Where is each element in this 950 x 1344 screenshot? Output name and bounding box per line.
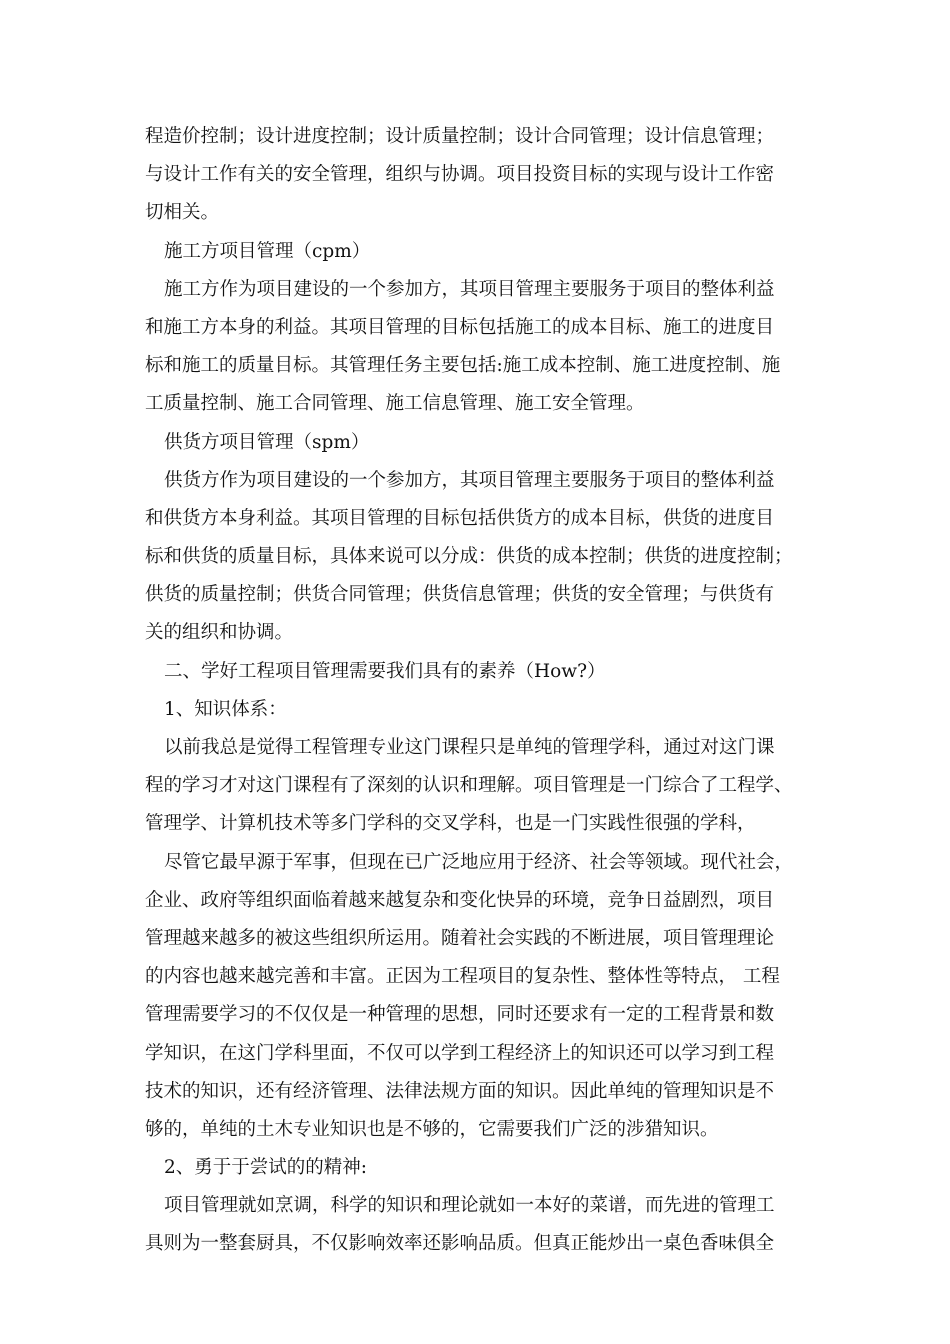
section-heading-spm: 供货方项目管理（spm）: [164, 431, 370, 453]
text-line: 切相关。: [145, 202, 220, 224]
text-line: 和施工方本身的利益。其项目管理的目标包括施工的成本目标、施工的进度目: [145, 316, 775, 338]
section-heading-cpm: 施工方项目管理（cpm）: [164, 240, 371, 262]
text-line: 的内容也越来越完善和丰富。正因为工程项目的复杂性、整体性等特点， 工程: [145, 966, 780, 988]
text-line: 尽管它最早源于军事，但现在已广泛地应用于经济、社会等领域。现代社会，: [164, 851, 794, 873]
subsection-heading-courage: 2、勇于于尝试的的精神:: [164, 1157, 368, 1179]
subsection-heading-knowledge: 1、知识体系：: [164, 698, 287, 720]
text-line: 管理学、计算机技术等多门学科的交叉学科，也是一门实践性很强的学科，: [145, 813, 756, 835]
section-heading-qualities: 二、学好工程项目管理需要我们具有的素养（How?）: [164, 660, 606, 682]
text-line: 和供货方本身利益。其项目管理的目标包括供货方的成本目标，供货的进度目: [145, 507, 775, 529]
text-line: 管理需要学习的不仅仅是一种管理的思想，同时还要求有一定的工程背景和数: [145, 1004, 775, 1026]
text-line: 项目管理就如烹调，科学的知识和理论就如一本好的菜谱，而先进的管理工: [164, 1195, 775, 1217]
text-line: 标和施工的质量目标。其管理任务主要包括:施工成本控制、施工进度控制、施: [145, 355, 781, 377]
text-line: 与设计工作有关的安全管理，组织与协调。项目投资目标的实现与设计工作密: [145, 164, 775, 186]
text-line: 供货方作为项目建设的一个参加方，其项目管理主要服务于项目的整体利益: [164, 469, 775, 491]
text-line: 企业、政府等组织面临着越来越复杂和变化快异的环境，竞争日益剧烈，项目: [145, 889, 775, 911]
text-line: 以前我总是觉得工程管理专业这门课程只是单纯的管理学科，通过对这门课: [164, 737, 775, 758]
text-line: 程的学习才对这门课程有了深刻的认识和理解。项目管理是一门综合了工程学、: [145, 775, 793, 797]
text-line: 管理越来越多的被这些组织所运用。随着社会实践的不断进展，项目管理理论: [145, 927, 775, 949]
text-line: 够的，单纯的土木专业知识也是不够的，它需要我们广泛的涉猎知识。: [145, 1118, 719, 1140]
text-line: 关的组织和协调。: [145, 622, 294, 644]
text-line: 工质量控制、施工合同管理、施工信息管理、施工安全管理。: [145, 393, 645, 415]
document-body: [145, 118, 815, 1264]
text-line: 学知识，在这门学科里面，不仅可以学到工程经济上的知识还可以学习到工程: [145, 1042, 775, 1064]
text-line: 标和供货的质量目标，具体来说可以分成：供货的成本控制；供货的进度控制；: [145, 546, 793, 568]
text-line: 程造价控制；设计进度控制；设计质量控制；设计合同管理；设计信息管理；: [145, 126, 775, 147]
text-line: 供货的质量控制；供货合同管理；供货信息管理；供货的安全管理；与供货有: [145, 584, 775, 606]
text-line: 具则为一整套厨具，不仅影响效率还影响品质。但真正能炒出一桌色香味俱全: [145, 1233, 775, 1255]
text-line: 技术的知识，还有经济管理、法律法规方面的知识。因此单纯的管理知识是不: [145, 1080, 775, 1102]
text-line: 施工方作为项目建设的一个参加方，其项目管理主要服务于项目的整体利益: [164, 278, 775, 300]
